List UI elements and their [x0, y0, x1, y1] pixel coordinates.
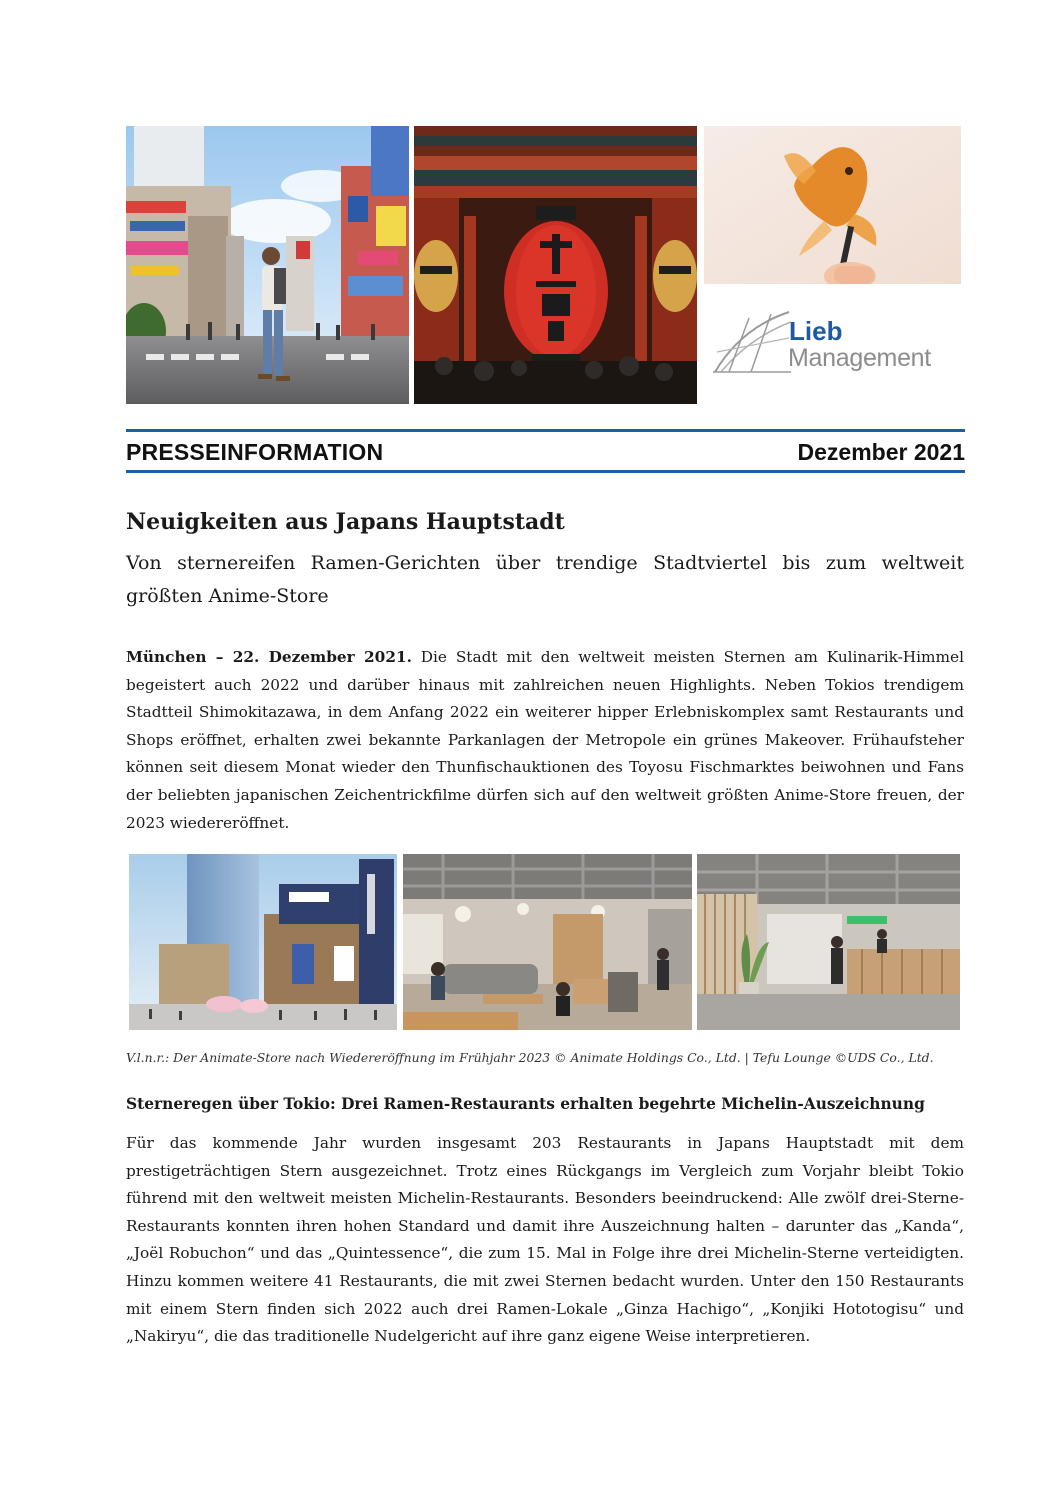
header-rule-top — [126, 429, 965, 432]
photo-shibuya-street — [126, 126, 409, 404]
document-type-label: PRESSEINFORMATION — [126, 439, 384, 465]
header-bar — [126, 437, 965, 471]
lieb-management-logo — [705, 300, 961, 390]
photo-tefu-lounge-counter — [697, 854, 960, 1030]
photo-caption: V.l.n.r.: Der Animate-Store nach Wiedereröffnung im Frühjahr 2023 © Animate Holdings Co., Ltd. | Tefu Lounge ©UDS Co., Ltd. — [126, 1050, 934, 1065]
header-rule-bottom — [126, 470, 965, 473]
logo-mark-icon — [711, 308, 793, 376]
intro-text: Die Stadt mit den weltweit meisten Sternen am Kulinarik-Himmel begeistert auch 2022 und darüber hinaus mit zahlreichen neuen Highlights. Neben Tokios trendigem Stadtteil Shimokitazawa, in dem Anfang 2022 ein weiterer hipper Erlebniskomplex samt Restaurants und Shops eröffnet, erhalten zwei bekannte Parkanlagen der Metropole ein grünes Makeover. Frühaufsteher können seit diesem Monat wieder den Thunfischauktionen des Toyosu Fischmarktes beiwohnen und Fans der beliebten japanischen Zeichentrickfilme dürfen sich auf den weltweit größten Anime-Store freuen, der 2023 wiedereröffnet. — [126, 648, 964, 832]
article-title: Neuigkeiten aus Japans Hauptstadt — [126, 509, 565, 535]
logo-text-lieb: Lieb — [789, 316, 843, 346]
section-paragraph: Für das kommende Jahr wurden insgesamt 203 Restaurants in Japans Hauptstadt mit dem prestigeträchtigen Stern ausgezeichnet. Trotz eines Rückgangs im Vergleich zum Vorjahr bleibt Tokio führend mit den weltweit meisten Michelin-Restaurants. Besonders beeindruckend: Alle zwölf drei-Sterne-Restaurants konnten ihren hohen Standard und damit ihre Auszeichnung halten – darunter das „Kanda“, „Joël Robuchon“ und das „Quintessence“, die zum 15. Mal in Folge ihre drei Michelin-Sterne verteidigten. Hinzu kommen weitere 41 Restaurants, die mit zwei Sternen bedacht wurden. Unter den 150 Restaurants mit einem Stern finden sich 2022 auch drei Ramen-Lokale „Ginza Hachigo“, „Konjiki Hototogisu“ und „Nakiryu“, die das traditionelle Nudelgericht auf ihre ganz eigene Weise interpretieren. — [126, 1134, 964, 1346]
article-subtitle: Von sternereifen Ramen-Gerichten über trendige Stadtviertel bis zum weltweit größten Anime-Store — [126, 552, 964, 607]
photo-tefu-lounge-seating — [403, 854, 692, 1030]
intro-paragraph — [126, 644, 964, 837]
document-date: Dezember 2021 — [797, 439, 965, 465]
photo-animate-store — [129, 854, 397, 1030]
logo-text-management: Management — [788, 344, 931, 372]
photo-kaminarimon-lantern — [414, 126, 697, 404]
photo-goldfish-candy — [704, 126, 961, 284]
dateline: München – 22. Dezember 2021. — [126, 648, 412, 666]
section-heading: Sterneregen über Tokio: Drei Ramen-Restaurants erhalten begehrte Michelin-Auszeichnung — [126, 1095, 925, 1113]
